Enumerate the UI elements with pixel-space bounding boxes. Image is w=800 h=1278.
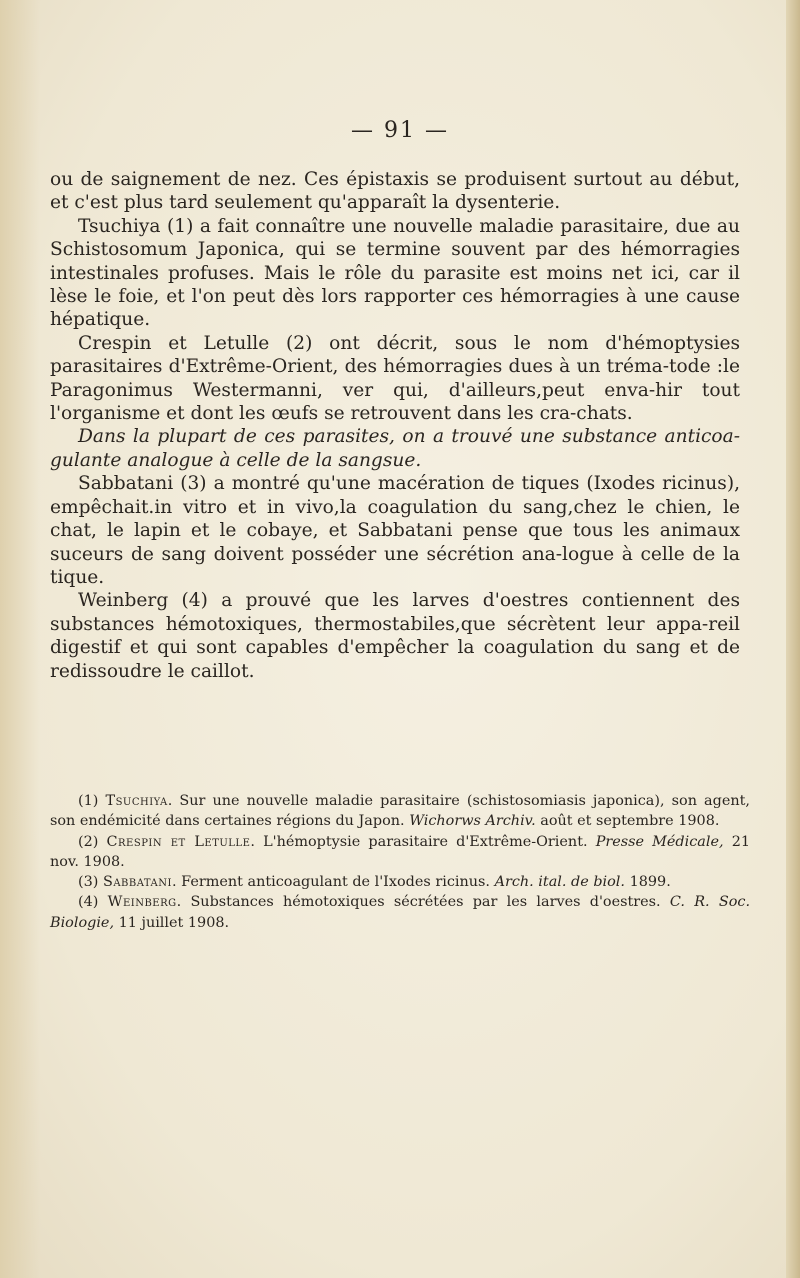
- footnote-source: Presse Médicale,: [595, 833, 724, 850]
- footnote-source: Wichorws Archiv.: [409, 813, 536, 830]
- footnote-text: . Sur une nouvelle maladie parasitaire (schistosomiasis japonica), son agent, son endémicité dans certaines régions du Japon.: [50, 793, 750, 830]
- paragraph: ou de saignement de nez. Ces épistaxis se produisent surtout au début, et c'est plus tard seulement qu'apparaît la dysenterie.: [50, 169, 740, 214]
- page-shadow-left: [0, 0, 40, 1278]
- footnote-number: (1): [78, 793, 99, 809]
- footnote-tail: 21 nov. 1908.: [50, 833, 751, 870]
- body-text: [50, 168, 740, 683]
- footnote-source: Arch. ital. de biol.: [494, 874, 625, 891]
- footnote-tail: août et septembre 1908.: [540, 813, 720, 830]
- footnote-number: (4): [78, 894, 99, 911]
- footnote: [50, 892, 750, 933]
- footnote-text: . Substances hémotoxiques sécrétées par les larves d'oestres.: [176, 894, 661, 911]
- footnote-author: Tsuchiya: [105, 793, 168, 809]
- footnote: [50, 791, 750, 832]
- page-edge-right: [786, 0, 800, 1278]
- footnote-author: Weinberg: [107, 894, 177, 911]
- footnotes: [50, 791, 750, 933]
- footnote-text: . Ferment anticoagulant de l'Ixodes ricinus.: [171, 874, 490, 891]
- footnote-author: Sabbatani: [102, 874, 172, 891]
- paragraph-italic: Dans la plupart de ces parasites, on a trouvé une substance anticoa-gulante analogue à celle de la sangsue.: [50, 426, 740, 471]
- paragraph: Crespin et Letulle (2) ont décrit, sous le nom d'hémoptysies parasitaires d'Extrême-Orient, des hémorragies dues à un tréma-tode :le Paragonimus Westermanni, ver qui, d'ailleurs,peut enva-hir tout l'organisme et dont les œufs se retrouvent dans les cra-chats.: [50, 332, 740, 425]
- footnote: [50, 872, 750, 892]
- paragraph: Sabbatani (3) a montré qu'une macération de tiques (Ixodes ricinus), empêchait.in vitro et in vivo,la coagulation du sang,chez le chien, le chat, le lapin et le cobaye, et Sabbatani pense que tous les animaux suceurs de sang doivent posséder une sécrétion ana-logue à celle de la tique.: [50, 473, 740, 588]
- footnote-number: (3): [78, 874, 99, 891]
- footnote-number: (2): [78, 833, 99, 850]
- footnote-author: Crespin et Letulle: [106, 833, 251, 850]
- footnote-tail: 1899.: [629, 874, 671, 891]
- footnote: [50, 832, 750, 873]
- footnote-source: C. R. Soc. Biologie,: [50, 894, 751, 931]
- footnote-text: . L'hémoptysie parasitaire d'Extrême-Orient.: [250, 833, 588, 850]
- page-number: — 91 —: [351, 118, 449, 143]
- paragraph: Weinberg (4) a prouvé que les larves d'oestres contiennent des substances hémotoxiques, thermostabiles,que sécrètent leur appa-reil digestif et qui sont capables d'empêcher la coagulation du sang et de redissoudre le caillot.: [50, 590, 740, 682]
- paragraph: Tsuchiya (1) a fait connaître une nouvelle maladie parasitaire, due au Schistosomum Japonica, qui se termine souvent par des hémorragies intestinales profuses. Mais le rôle du parasite est moins net ici, car il lèse le foie, et l'on peut dès lors rapporter ces hémorragies à une cause hépatique.: [50, 215, 740, 331]
- footnote-tail: 11 juillet 1908.: [118, 914, 230, 931]
